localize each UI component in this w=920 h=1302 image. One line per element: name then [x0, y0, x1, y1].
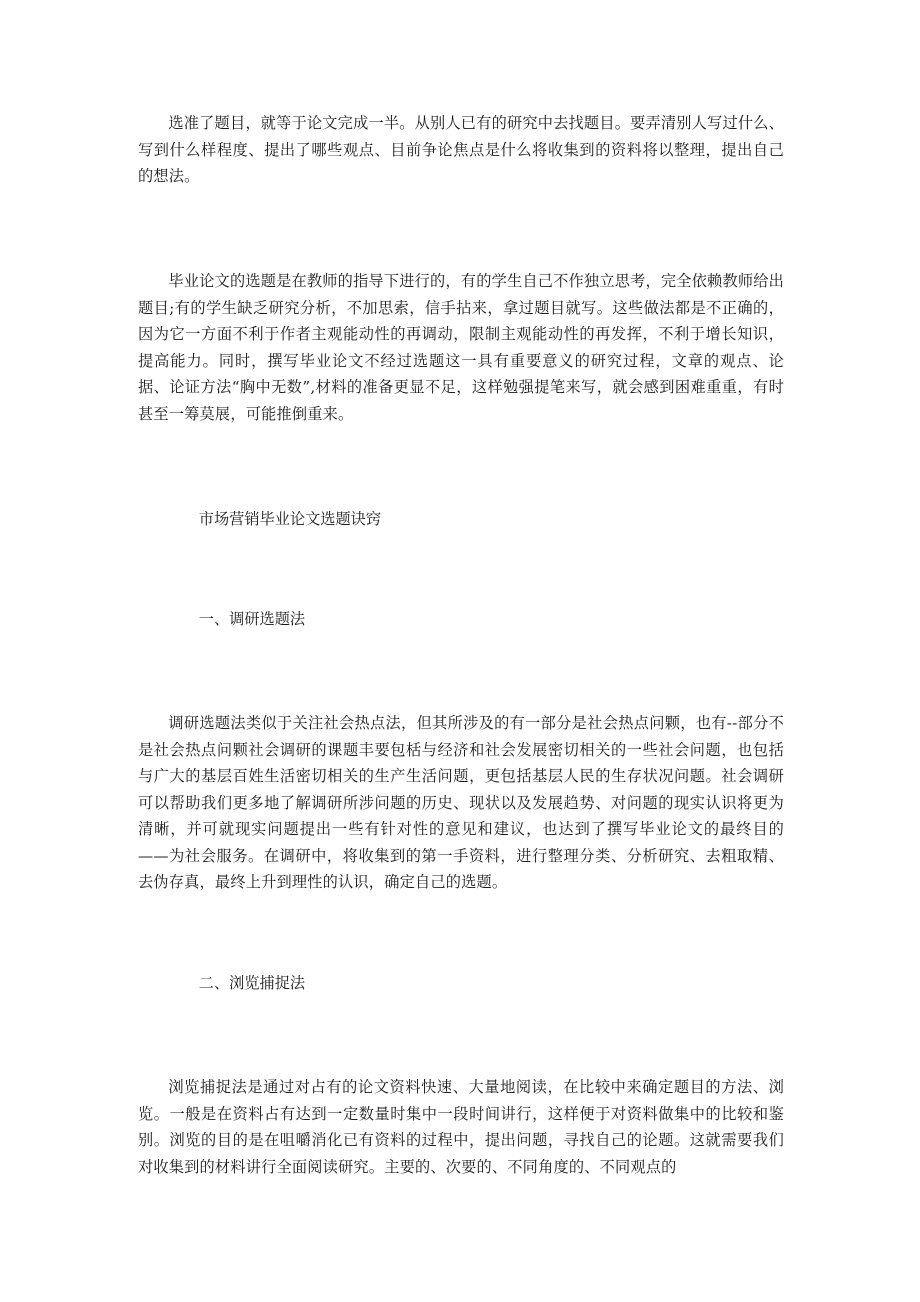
paragraph-topic-selection: 选准了题目，就等于论文完成一半。从别人已有的研究中去找题目。要弄清别人写过什么、写到什么样程度、提出了哪些观点、目前争论焦点是什么将收集到的资料将以整理，提出自己的想法。	[138, 114, 784, 185]
paragraph-browse-method: 浏览捕捉法是通过对占有的论文资料快速、大量地阅读，在比较中来确定题目的方法、浏览。一般是在资料占有达到一定数量时集中一段时间讲行，这样便于对资料做集中的比较和鉴别。浏览的目的是在咀嚼消化已有资料的过程中，提出问题，寻找自己的论题。这就需要我们对收集到的材料讲行全面阅读研究。主要的、次要的、不同角度的、不同观点的	[138, 1078, 784, 1176]
paragraph-survey-method: 调研选题法类似于关注社会热点法，但其所涉及的有一部分是社会热点问颗，也有--部分不是社会热点问颗社会调研的课题丰要包栝与经济和社会发展密切相关的一些社会问题，也包括与广大的基层百姓生活密切相关的生产生活问题，更包括基层人民的生存状况问题。社会调研可以帮助我们更多地了解调研所涉问题的历史、现状以及发展趋势、对问题的现实认识将更为清晰，并可就现实问题提出一些有针对性的意见和建议，也达到了撰写毕业论文的最终目的——为社会服务。在调研中，将收集到的第一手资料，进行整理分类、分析研究、去粗取精、去伪存真，最终上升到理性的认识，确定自己的选题。	[138, 714, 784, 891]
heading-browse-method: 二、浏览捕捉法	[198, 974, 306, 992]
paragraph-graduation-thesis: 毕业论文的选题是在教师的指导下进行的，有的学生自己不作独立思考，完全依赖教师给出题目;有的学生缺乏研究分析，不加思索，信手拈来，拿过题目就写。这些做法都是不正确的，因为它一方面不利于作者主观能动性的再调动，限制主观能动性的再发挥，不利于增长知识，提高能力。同时，撰写毕业论文不经过选题这一具有重要意义的研究过程，文章的观点、论据、论证方法“胸中无数”,材料的准备更显不足，这样勉强提笔来写，就会感到困难重重，有时甚至一筹莫展，可能推倒重来。	[138, 272, 784, 423]
section-title: 市场营销毕业论文选题诀窍	[198, 510, 382, 528]
heading-survey-method: 一、调研选题法	[198, 610, 306, 628]
